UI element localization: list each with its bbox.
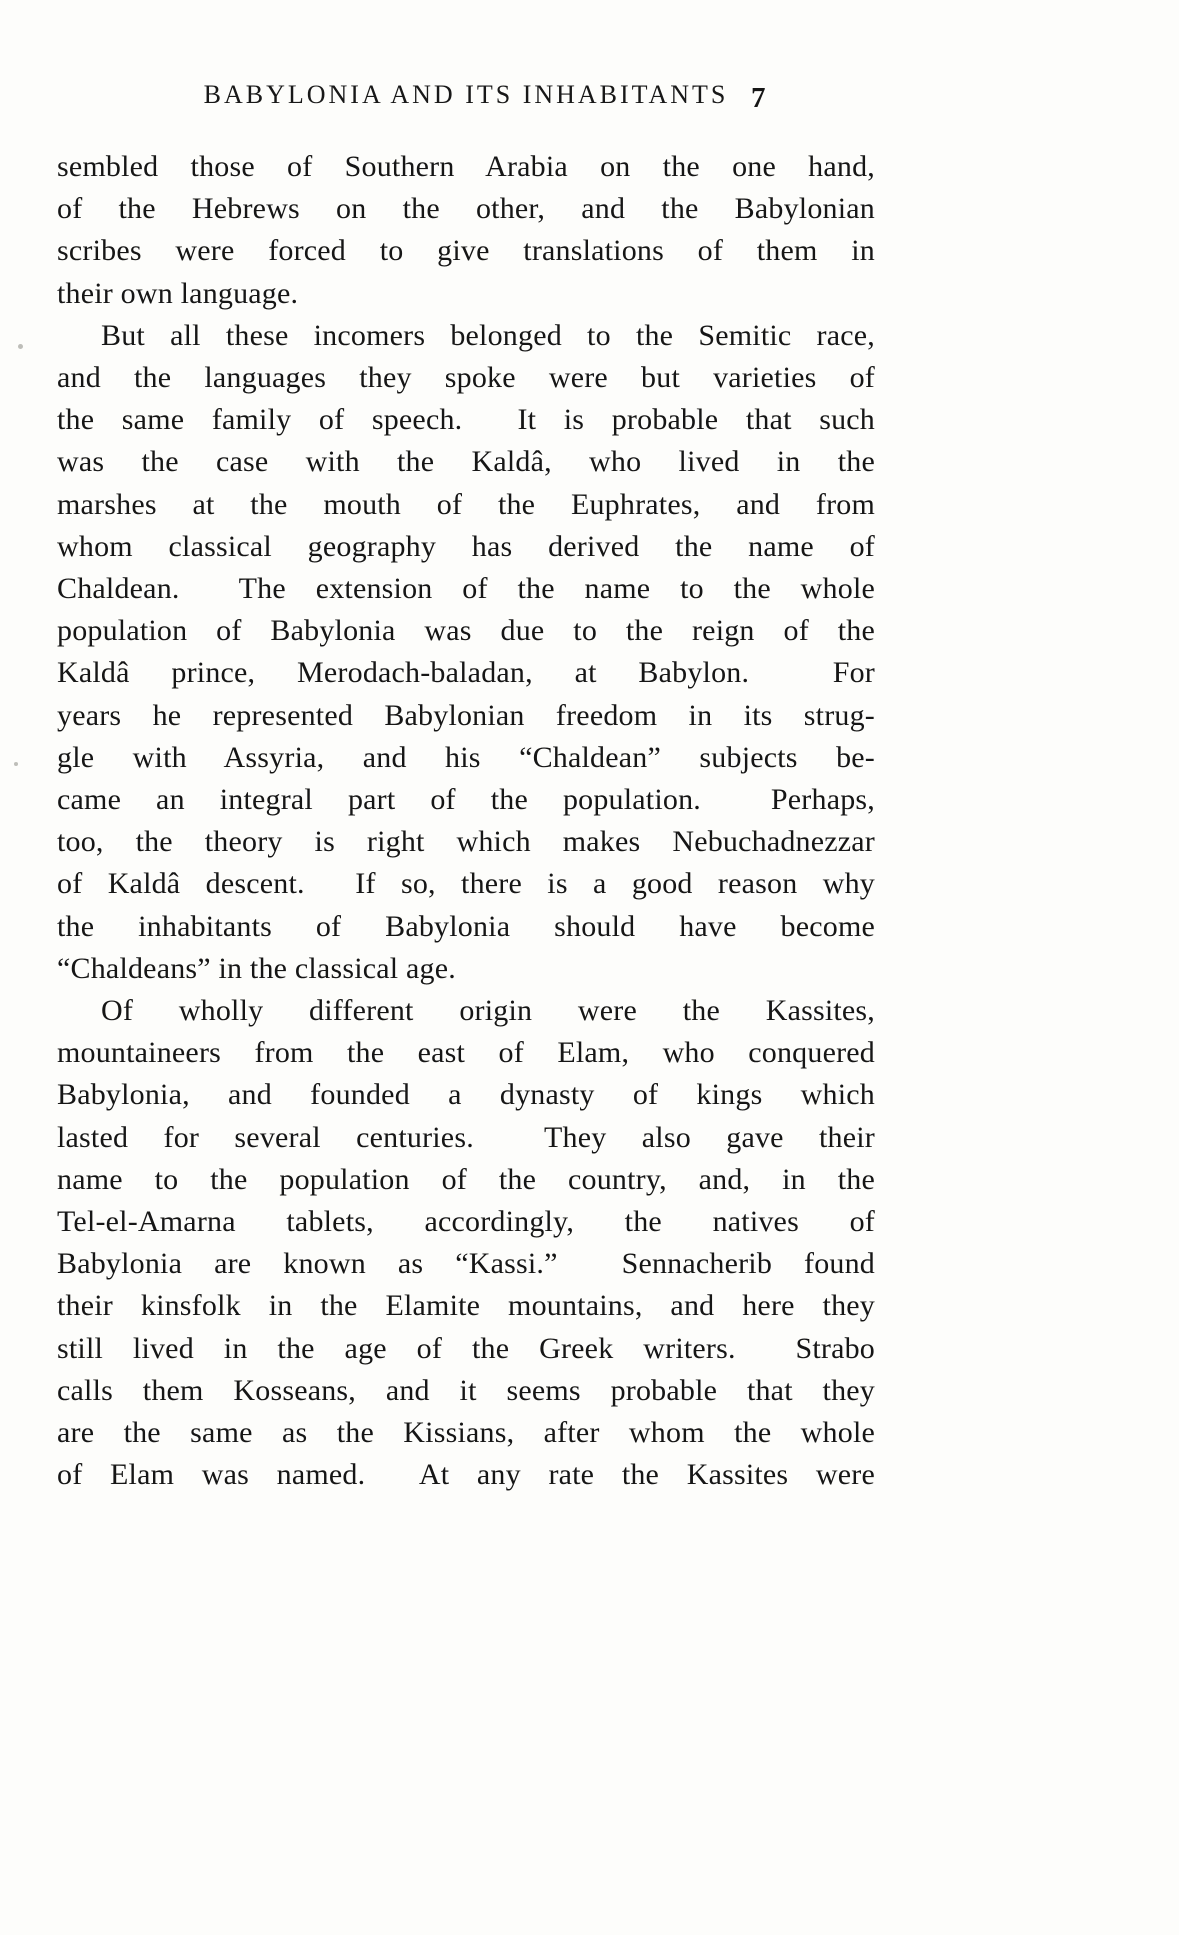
text-line: the same family of speech. It is probable that such	[57, 403, 875, 437]
text-line: their kinsfolk in the Elamite mountains, and here they	[57, 1289, 875, 1323]
running-head-title: BABYLONIA AND ITS INHABITANTS	[203, 80, 729, 109]
paragraph	[57, 146, 875, 315]
text-line: “Chaldeans” in the classical age.	[57, 951, 456, 985]
text-line: mountaineers from the east of Elam, who conquered	[57, 1036, 875, 1070]
text-line: are the same as the Kissians, after whom the whole	[57, 1416, 875, 1450]
text-line: Babylonia, and founded a dynasty of kings which	[57, 1078, 875, 1112]
paragraph	[57, 315, 875, 990]
text-block	[57, 146, 875, 1497]
text-line: the inhabitants of Babylonia should have become	[57, 909, 875, 943]
text-line: Chaldean. The extension of the name to the whole	[57, 572, 875, 606]
text-line: still lived in the age of the Greek writers. Strabo	[57, 1331, 875, 1365]
text-line: Of wholly different origin were the Kassites,	[101, 994, 875, 1028]
scan-speck	[18, 344, 23, 349]
text-line: marshes at the mouth of the Euphrates, and from	[57, 487, 875, 521]
text-line: too, the theory is right which makes Nebuchadnezzar	[57, 825, 875, 859]
text-line: population of Babylonia was due to the reign of the	[57, 614, 875, 648]
text-line: and the languages they spoke were but varieties of	[57, 361, 875, 395]
text-line: sembled those of Southern Arabia on the one hand,	[57, 150, 875, 183]
text-line: came an integral part of the population. Perhaps,	[57, 783, 875, 817]
page-number: 7	[751, 82, 766, 114]
text-line: gle with Assyria, and his “Chaldean” subjects be-	[57, 740, 875, 774]
text-line: Tel-el-Amarna tablets, accordingly, the natives of	[57, 1205, 875, 1239]
text-line: But all these incomers belonged to the Semitic race,	[101, 318, 875, 352]
text-line: years he represented Babylonian freedom in its strug-	[57, 698, 875, 732]
text-line: of the Hebrews on the other, and the Babylonian	[57, 192, 875, 226]
text-line: calls them Kosseans, and it seems probable that they	[57, 1373, 875, 1407]
text-line: of Kaldâ descent. If so, there is a good reason why	[57, 867, 875, 901]
text-line: was the case with the Kaldâ, who lived in the	[57, 445, 875, 479]
text-line: whom classical geography has derived the name of	[57, 529, 875, 563]
paragraph	[57, 990, 875, 1496]
page-header	[57, 80, 875, 126]
text-line: lasted for several centuries. They also gave their	[57, 1120, 875, 1154]
scan-speck	[14, 762, 18, 766]
text-line: Babylonia are known as “Kassi.” Sennacherib found	[57, 1247, 875, 1281]
text-line: their own language.	[57, 276, 299, 310]
text-line: scribes were forced to give translations of them in	[57, 234, 875, 268]
text-line: name to the population of the country, and, in the	[57, 1162, 875, 1196]
text-line: Kaldâ prince, Merodach-baladan, at Babylon. For	[57, 656, 875, 690]
text-line: of Elam was named. At any rate the Kassites were	[57, 1458, 875, 1492]
